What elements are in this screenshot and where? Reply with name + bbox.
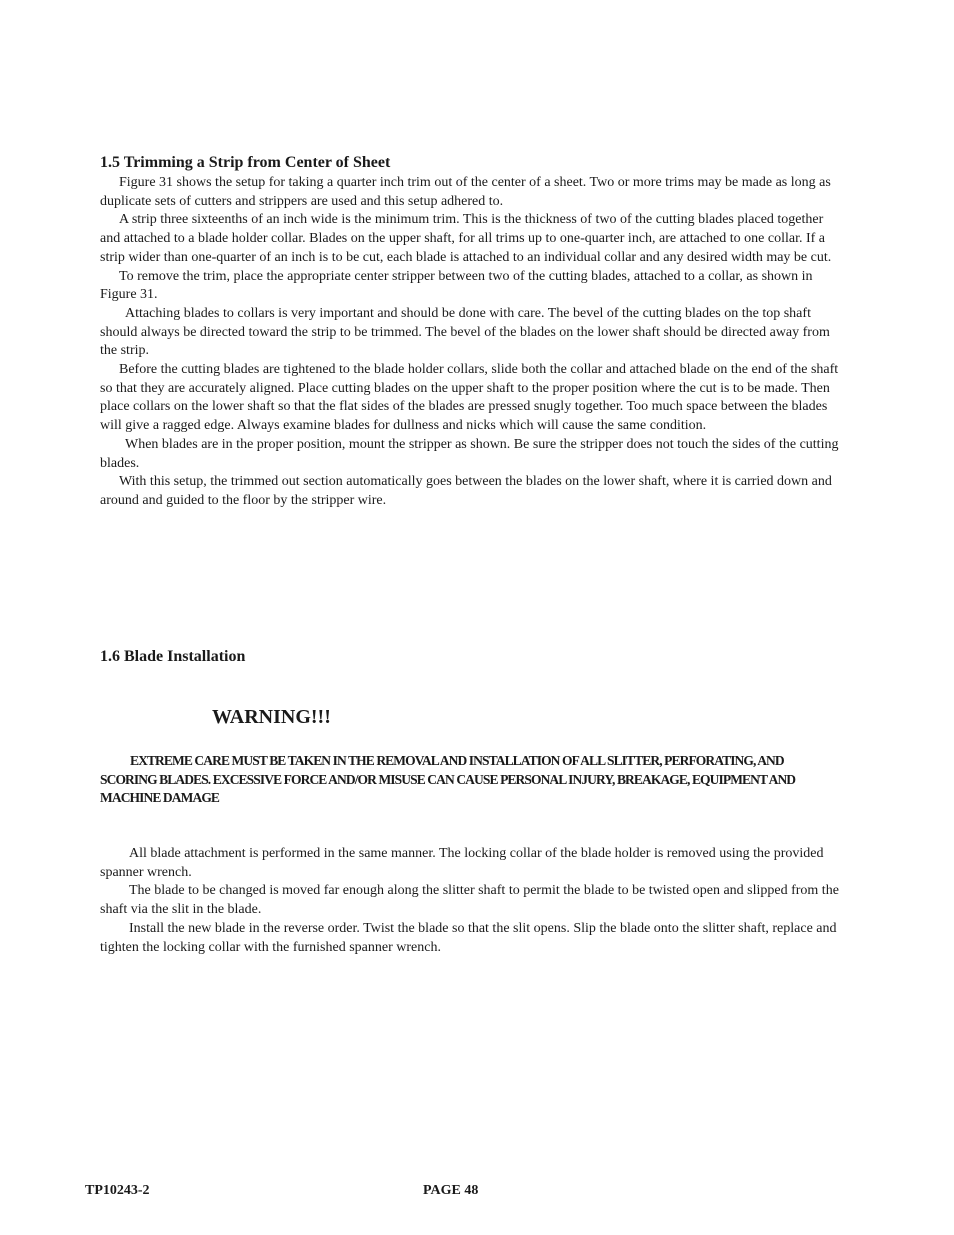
paragraph: All blade attachment is performed in the same manner. The locking collar of the blade holder is removed using the provided spanner wrench.: [100, 846, 824, 880]
section-1-5-body: [100, 174, 845, 511]
paragraph: Before the cutting blades are tightened to the blade holder collars, slide both the collar and attached blade on the end of the shaft so that they are accurately aligned. Place cutting blades on the upper shaft to the proper position where the cut is to be made. Then place collars on the lower shaft so that the flat sides of the blades are pressed snugly together. Too much space between the blades will give a ragged edge. Always examine blades for dullness and nicks which will cause the same condition.: [100, 362, 839, 434]
paragraph: With this setup, the trimmed out section automatically goes between the blades on the lower shaft, where it is carried down and around and guided to the floor by the stripper wire.: [100, 474, 832, 508]
section-1-6-body: [100, 845, 845, 957]
section-1-5-heading: 1.5 Trimming a Strip from Center of Sheet: [100, 154, 391, 171]
section-1-6-heading: 1.6 Blade Installation: [100, 648, 246, 665]
paragraph: A strip three sixteenths of an inch wide is the minimum trim. This is the thickness of two of the cutting blades placed together and attached to a blade holder collar. Blades on the upper shaft, for all trims up to one-quarter inch, are attached to one collar. If a strip wider than one-quarter of an inch is to be cut, each blade is attached to an individual collar and any desired width may be cut.: [100, 212, 832, 265]
paragraph: When blades are in the proper position, mount the stripper as shown. Be sure the stripper does not touch the sides of the cutting blades.: [100, 436, 839, 471]
document-number: TP10243-2: [85, 1183, 150, 1198]
paragraph: To remove the trim, place the appropriate center stripper between two of the cutting blades, attached to a collar, as shown in Figure 31.: [100, 268, 813, 303]
page-number: PAGE 48: [423, 1183, 479, 1198]
paragraph: Attaching blades to collars is very important and should be done with care. The bevel of the cutting blades on the top shaft should always be directed toward the strip to be trimmed. The bevel of the blades on the lower shaft should be directed away from the strip.: [100, 305, 830, 359]
warning-title: WARNING!!!: [212, 706, 331, 728]
paragraph: Install the new blade in the reverse order. Twist the blade so that the slit opens. Slip the blade onto the slitter shaft, replace and tighten the locking collar with the furnished spanner wrench.: [100, 920, 837, 955]
paragraph: The blade to be changed is moved far enough along the slitter shaft to permit the blade to be twisted open and slipped from the shaft via the slit in the blade.: [100, 883, 839, 918]
warning-text: EXTREME CARE MUST BE TAKEN IN THE REMOVAL AND INSTALLATION OF ALL SLITTER, PERFORATING, AND SCORING BLADES. EXCESSIVE FORCE AND/OR MISUSE CAN CAUSE PERSONAL INJURY, BREAKAGE, EQUIPMENT AND MACHINE DAMAGE: [100, 753, 796, 805]
paragraph: Figure 31 shows the setup for taking a quarter inch trim out of the center of a sheet. Two or more trims may be made as long as duplicate sets of cutters and strippers are used and this setup adhered to.: [100, 175, 831, 209]
